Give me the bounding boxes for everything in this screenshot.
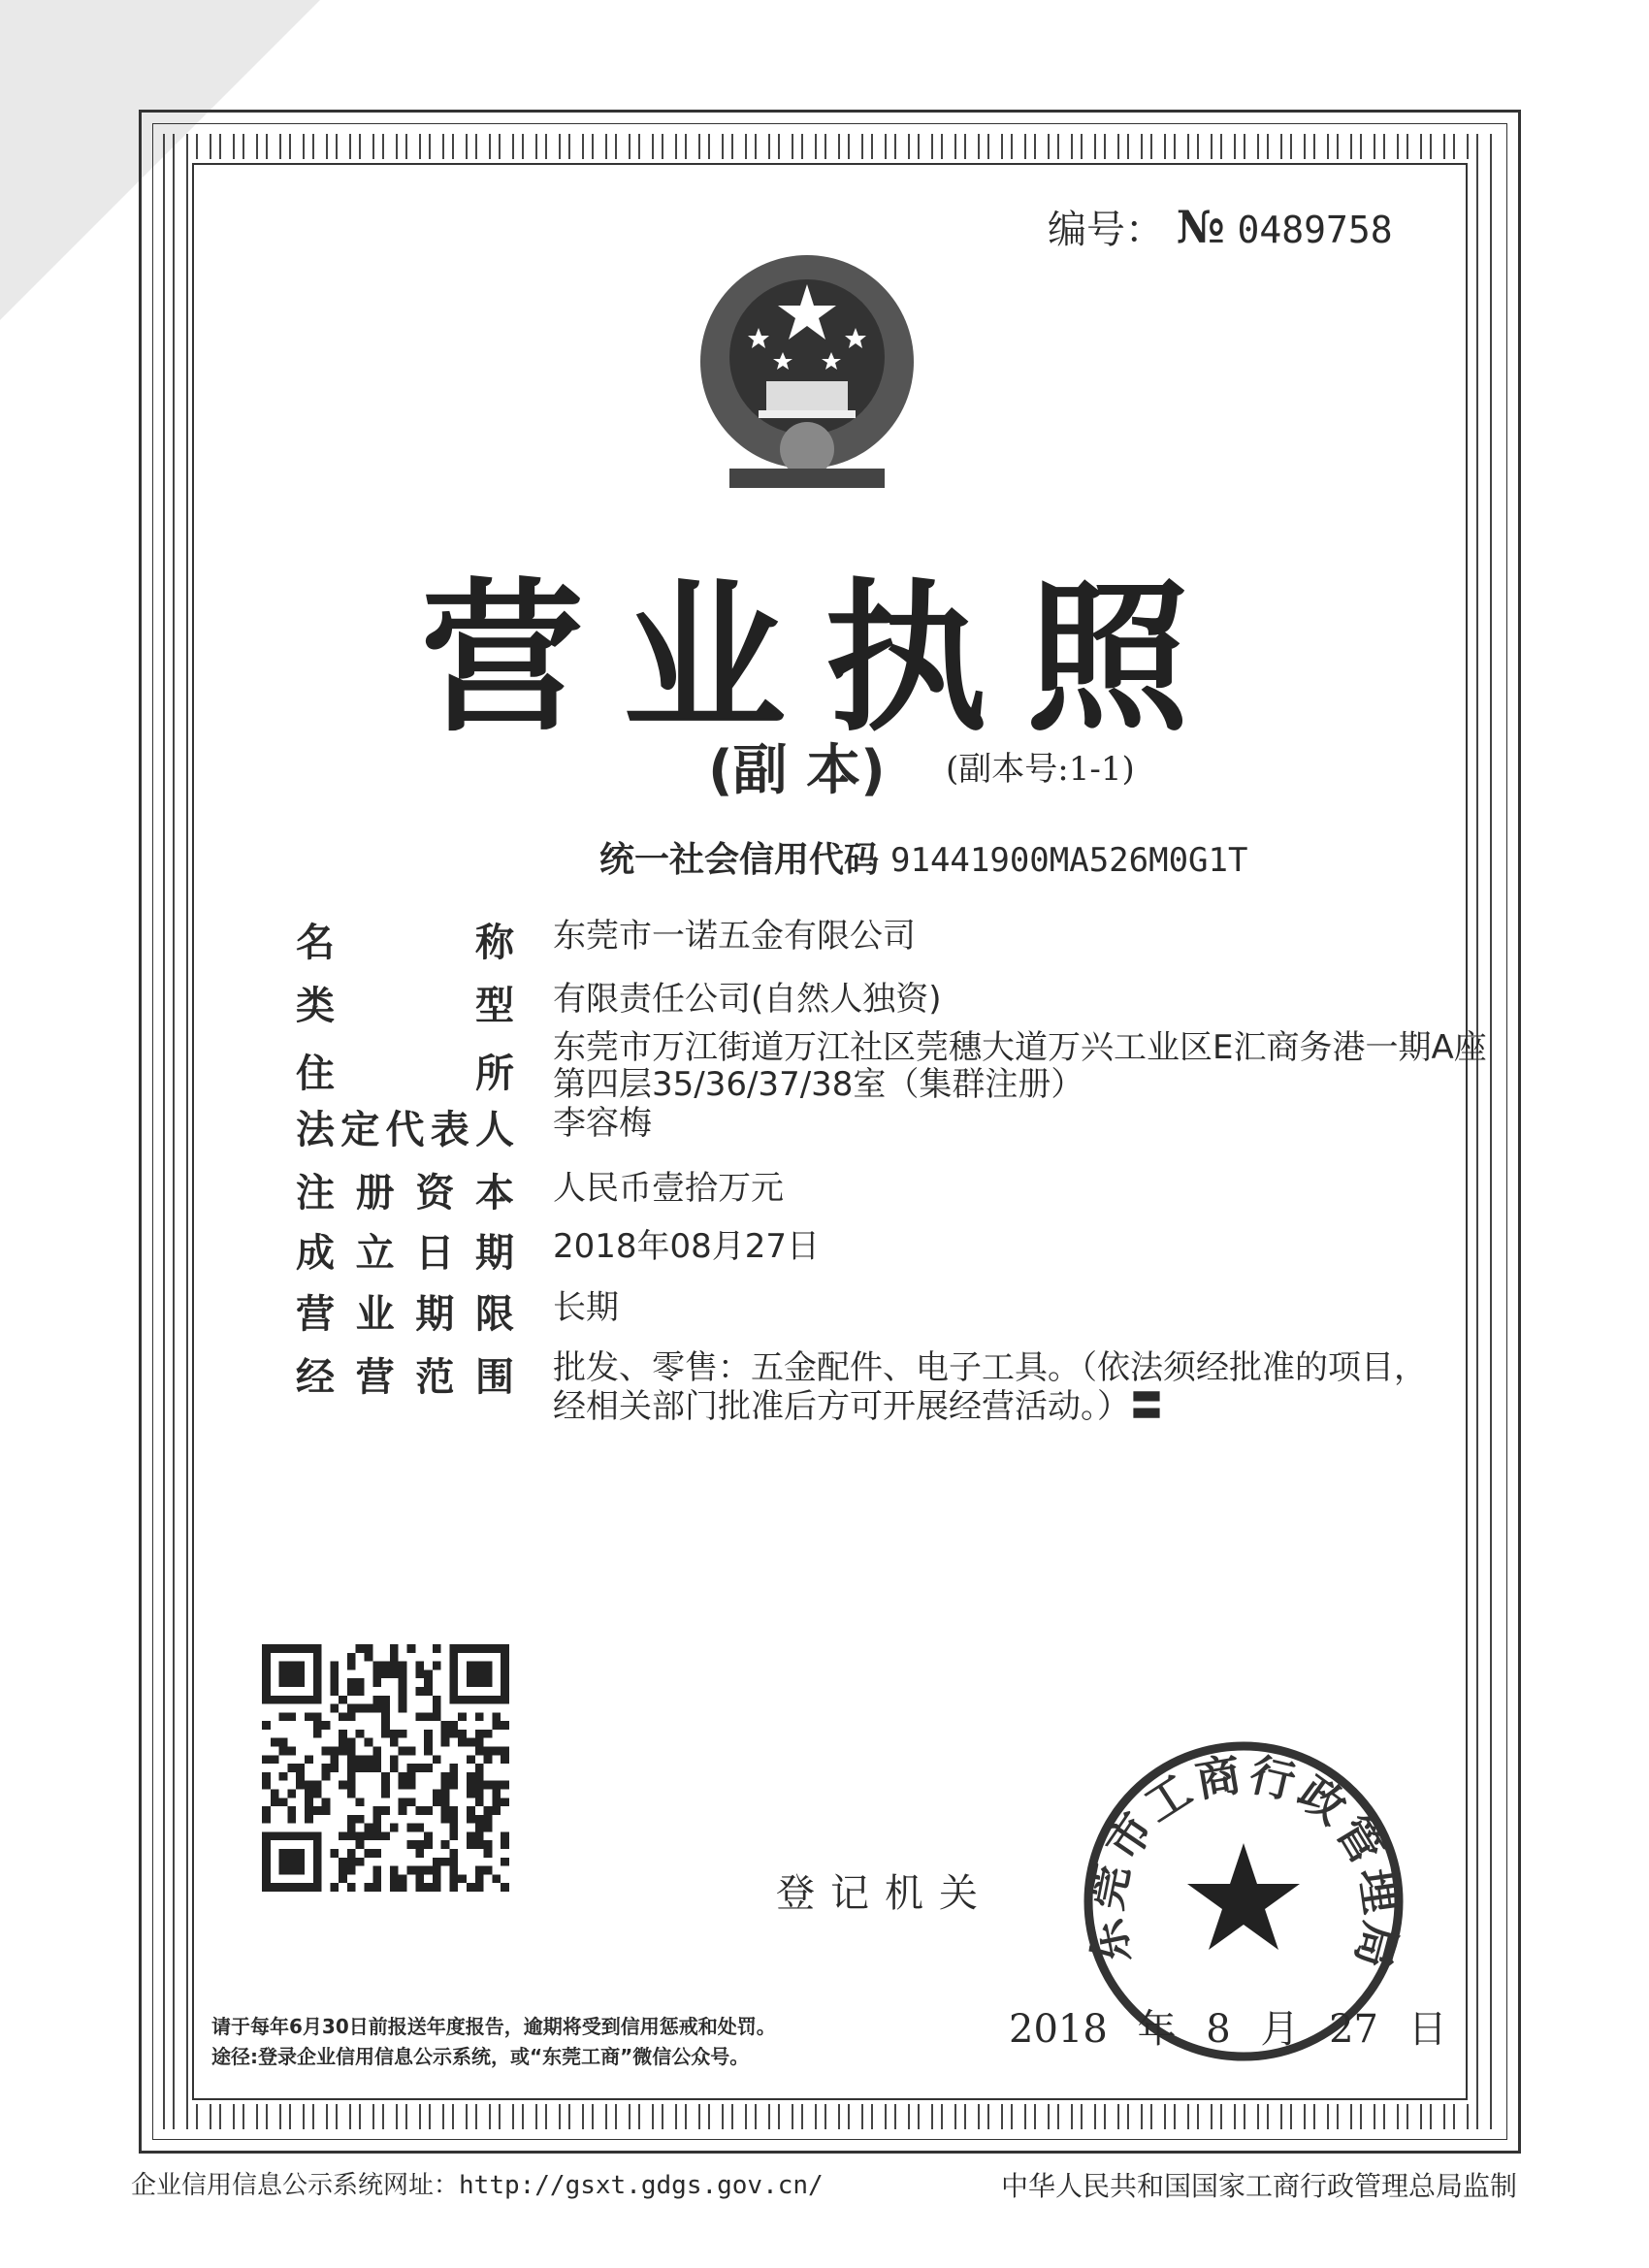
serial-label: 编号：	[1048, 208, 1164, 252]
field-value-line2: 经相关部门批准后方可开展经营活动。）〓	[553, 1387, 1163, 1426]
annual-report-note: 请于每年6月30日前报送年度报告，逾期将受到信用惩戒和处罚。	[211, 2015, 776, 2038]
footer-system	[131, 2165, 824, 2201]
field-label: 法定代表人	[296, 1108, 514, 1152]
field-label: 名称	[296, 921, 514, 965]
field-value: 批发、零售：五金配件、电子工具。（依法须经批准的项目，	[553, 1348, 1427, 1387]
qr-code[interactable]	[262, 1644, 509, 1892]
report-channel-note: 途径:登录企业信用信息公示系统，或“东莞工商”微信公众号。	[211, 2045, 750, 2068]
field-label: 成立日期	[296, 1231, 514, 1276]
system-url-link[interactable]: http://gsxt.gdgs.gov.cn/	[459, 2171, 824, 2200]
field-label: 住所	[296, 1052, 514, 1096]
field-value-line2: 第四层35/36/37/38室（集群注册）	[553, 1065, 1084, 1104]
serial-value: 0489758	[1237, 209, 1393, 251]
field-value: 李容梅	[553, 1104, 652, 1143]
field-value: 东莞市一诺五金有限公司	[553, 917, 916, 956]
field-value: 2018年08月27日	[553, 1227, 821, 1266]
numero-symbol: №	[1176, 201, 1225, 253]
field-value: 长期	[553, 1288, 619, 1327]
credit-code-value: 91441900MA526M0G1T	[890, 841, 1248, 880]
footer-supervisor: 中华人民共和国国家工商行政管理总局监制	[1001, 2170, 1518, 2202]
credit-code-label: 统一社会信用代码	[599, 840, 880, 880]
field-label: 营业期限	[296, 1292, 514, 1337]
copy-number: (副本号:1-1)	[946, 750, 1135, 789]
page-title: 营业执照	[421, 564, 1228, 754]
serial-number	[1048, 199, 1393, 254]
system-label: 企业信用信息公示系统网址：	[131, 2171, 460, 2200]
issue-date: 2018 年 8 月 27 日	[1009, 2007, 1447, 2052]
field-label: 类型	[296, 984, 514, 1028]
field-label: 经营范围	[296, 1355, 514, 1400]
field-value: 人民币壹拾万元	[553, 1169, 784, 1208]
svg-text:东莞市工商行政管理局: 东莞市工商行政管理局	[1079, 1747, 1408, 1978]
registration-authority-label: 登记机关	[776, 1871, 993, 1916]
national-emblem-icon	[691, 250, 923, 493]
field-label: 注册资本	[296, 1171, 514, 1215]
credit-code	[599, 832, 1247, 882]
field-value: 有限责任公司(自然人独资)	[553, 980, 942, 1019]
field-value: 东莞市万江街道万江社区莞穗大道万兴工业区E汇商务港一期A座	[553, 1028, 1487, 1067]
copy-label: (副 本)	[708, 739, 886, 802]
